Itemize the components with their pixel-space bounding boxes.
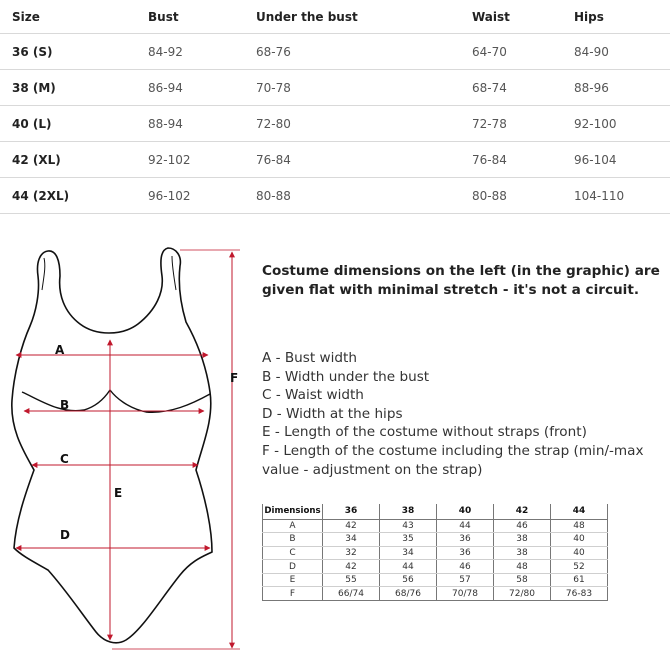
bust-cell: 88-94 [148,116,183,131]
label-c: C [60,452,69,466]
dim-value: 42 [323,519,380,533]
dim-value: 72/80 [494,587,551,601]
dim-value: 35 [380,533,437,547]
dim-header-36: 36 [323,504,380,519]
size-cell: 44 (2XL) [12,188,70,203]
waist-cell: 64-70 [472,44,507,59]
dim-value: 43 [380,519,437,533]
header-under-bust: Under the bust [256,9,358,24]
dim-value: 76-83 [551,587,608,601]
label-a: A [55,343,65,357]
size-table [0,0,670,214]
dim-value: 42 [323,560,380,574]
dim-value: 55 [323,573,380,587]
header-bust: Bust [148,9,179,24]
table-row [0,70,670,106]
table-row [263,519,608,533]
bust-cell: 84-92 [148,44,183,59]
legend-item-b: B - Width under the bust [262,368,430,385]
size-table-header [0,0,670,34]
table-row [0,178,670,214]
under-bust-cell: 68-76 [256,44,291,59]
dim-label: A [263,519,323,533]
label-f: F [230,371,239,385]
dim-label: E [263,573,323,587]
dim-value: 38 [494,546,551,560]
dim-value: 40 [551,546,608,560]
dim-label: C [263,546,323,560]
dim-label: B [263,533,323,547]
dim-value: 57 [437,573,494,587]
header-waist: Waist [472,9,510,24]
dim-value: 44 [380,560,437,574]
dim-value: 40 [551,533,608,547]
dim-value: 36 [437,546,494,560]
table-row [263,560,608,574]
dim-value: 70/78 [437,587,494,601]
dim-value: 36 [437,533,494,547]
legend-item-c: C - Waist width [262,387,364,404]
table-row [263,533,608,547]
under-bust-cell: 70-78 [256,80,291,95]
dimensions-header-row [263,504,608,519]
dim-value: 58 [494,573,551,587]
measurement-legend [262,349,667,479]
header-size: Size [12,9,40,24]
dim-value: 61 [551,573,608,587]
left-strap-inner [42,258,45,290]
dim-value: 34 [323,533,380,547]
under-bust-cell: 80-88 [256,188,291,203]
dim-header-38: 38 [380,504,437,519]
cup-seam [22,390,210,412]
swimsuit-diagram [0,240,250,660]
dim-value: 56 [380,573,437,587]
dim-value: 48 [551,519,608,533]
waist-cell: 76-84 [472,152,507,167]
dim-header-label: Dimensions [263,504,323,519]
dim-value: 44 [437,519,494,533]
under-bust-cell: 72-80 [256,116,291,131]
dim-value: 52 [551,560,608,574]
header-hips: Hips [574,9,604,24]
dim-value: 46 [437,560,494,574]
size-cell: 40 (L) [12,116,52,131]
dim-value: 68/76 [380,587,437,601]
dimensions-table [262,504,608,601]
right-strap-inner [172,256,176,290]
bust-cell: 86-94 [148,80,183,95]
dim-value: 48 [494,560,551,574]
table-row [263,546,608,560]
hips-cell: 92-100 [574,116,617,131]
dim-label: D [263,560,323,574]
table-row [263,587,608,601]
table-row [0,142,670,178]
hips-cell: 96-104 [574,152,617,167]
note-heading: Costume dimensions on the left (in the graphic) are given flat with minimal stretch - it's not a circuit. [262,263,660,298]
legend-item-a: A - Bust width [262,350,357,366]
bust-cell: 92-102 [148,152,191,167]
legend-item-d: D - Width at the hips [262,405,403,422]
dim-value: 66/74 [323,587,380,601]
dim-header-42: 42 [494,504,551,519]
label-b: B [60,398,70,412]
label-d: D [60,528,70,542]
table-row [0,34,670,70]
dim-label: F [263,587,323,601]
size-cell: 36 (S) [12,44,53,59]
swimsuit-outline [12,248,212,643]
bust-cell: 96-102 [148,188,191,203]
legend-item-f: F - Length of the costume including the strap (min/-max value - adjustment on the strap) [262,442,644,478]
size-cell: 38 (M) [12,80,56,95]
waist-cell: 68-74 [472,80,507,95]
table-row [0,106,670,142]
hips-cell: 84-90 [574,44,609,59]
legend-item-e: E - Length of the costume without straps (front) [262,424,587,441]
hips-cell: 88-96 [574,80,609,95]
dim-header-40: 40 [437,504,494,519]
under-bust-cell: 76-84 [256,152,291,167]
dim-value: 32 [323,546,380,560]
table-row [263,573,608,587]
dim-value: 34 [380,546,437,560]
hips-cell: 104-110 [574,188,625,203]
dim-value: 46 [494,519,551,533]
dim-value: 38 [494,533,551,547]
waist-cell: 80-88 [472,188,507,203]
label-e: E [114,486,123,500]
waist-cell: 72-78 [472,116,507,131]
dim-header-44: 44 [551,504,608,519]
size-cell: 42 (XL) [12,152,61,167]
